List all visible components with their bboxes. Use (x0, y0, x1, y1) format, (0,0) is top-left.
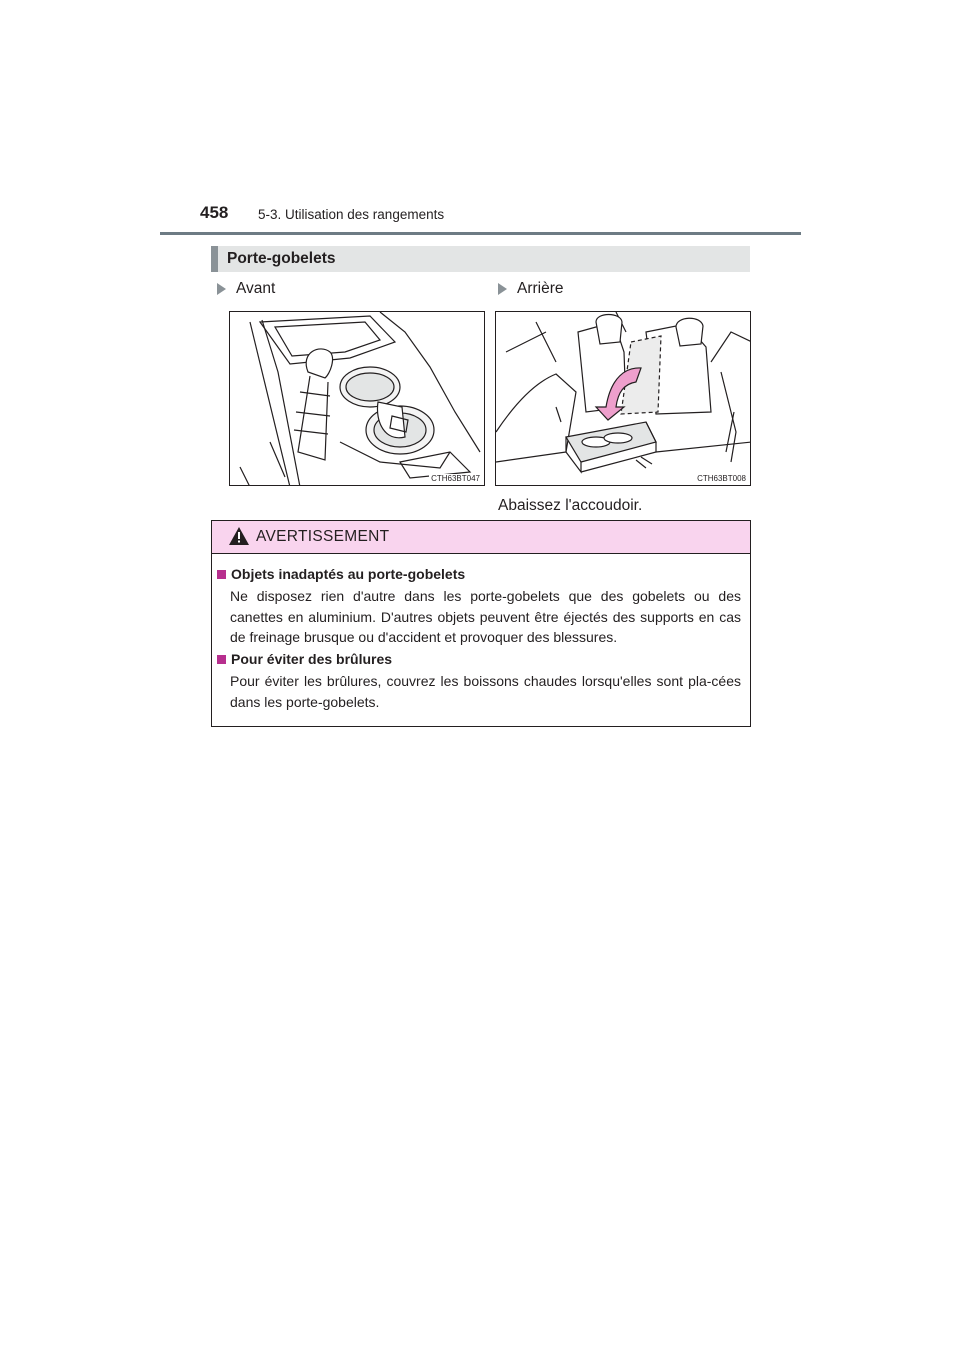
section-banner (211, 246, 750, 272)
warning-box (211, 520, 751, 727)
figure-code: CTH63BT008 (697, 474, 746, 483)
figure-code: CTH63BT047 (431, 474, 480, 483)
warning-title: AVERTISSEMENT (256, 528, 390, 545)
rear-caption: Abaissez l'accoudoir. (498, 497, 643, 514)
square-bullet-icon (217, 570, 226, 579)
square-bullet-icon (217, 655, 226, 664)
front-cupholder-illustration (229, 311, 485, 486)
rear-armrest-drawing (496, 312, 751, 486)
warning-item-body: Ne disposez rien d'autre dans les porte-gobelets que des gobelets ou des canettes en aluminium. D'autres objets peuvent être éjectés des supports en cas de freinage brusque ou d'accident et provoquer des blessures. (230, 588, 741, 645)
header-rule (160, 232, 801, 235)
warning-item (217, 566, 741, 648)
warning-item-title (217, 651, 741, 667)
page-number: 458 (200, 203, 229, 222)
front-label-text: Avant (236, 280, 276, 297)
triangle-arrow-icon (217, 283, 226, 295)
warning-item-title-text: Pour éviter des brûlures (231, 651, 393, 667)
warning-triangle-icon (229, 527, 249, 545)
warning-item-body: Pour éviter les brûlures, couvrez les boissons chaudes lorsqu'elles sont pla-cées dans les porte-gobelets. (230, 673, 741, 710)
rear-label (498, 280, 564, 298)
rear-label-text: Arrière (517, 280, 564, 297)
triangle-arrow-icon (498, 283, 507, 295)
rear-armrest-illustration (495, 311, 751, 486)
warning-item-title-text: Objets inadaptés au porte-gobelets (231, 566, 466, 582)
warning-item-title (217, 566, 741, 582)
warning-item (217, 651, 741, 712)
section-banner-title: Porte-gobelets (227, 250, 336, 267)
front-cupholder-drawing (230, 312, 485, 486)
warning-header (212, 521, 750, 554)
front-label (217, 280, 275, 298)
section-title: 5-3. Utilisation des rangements (258, 207, 445, 222)
